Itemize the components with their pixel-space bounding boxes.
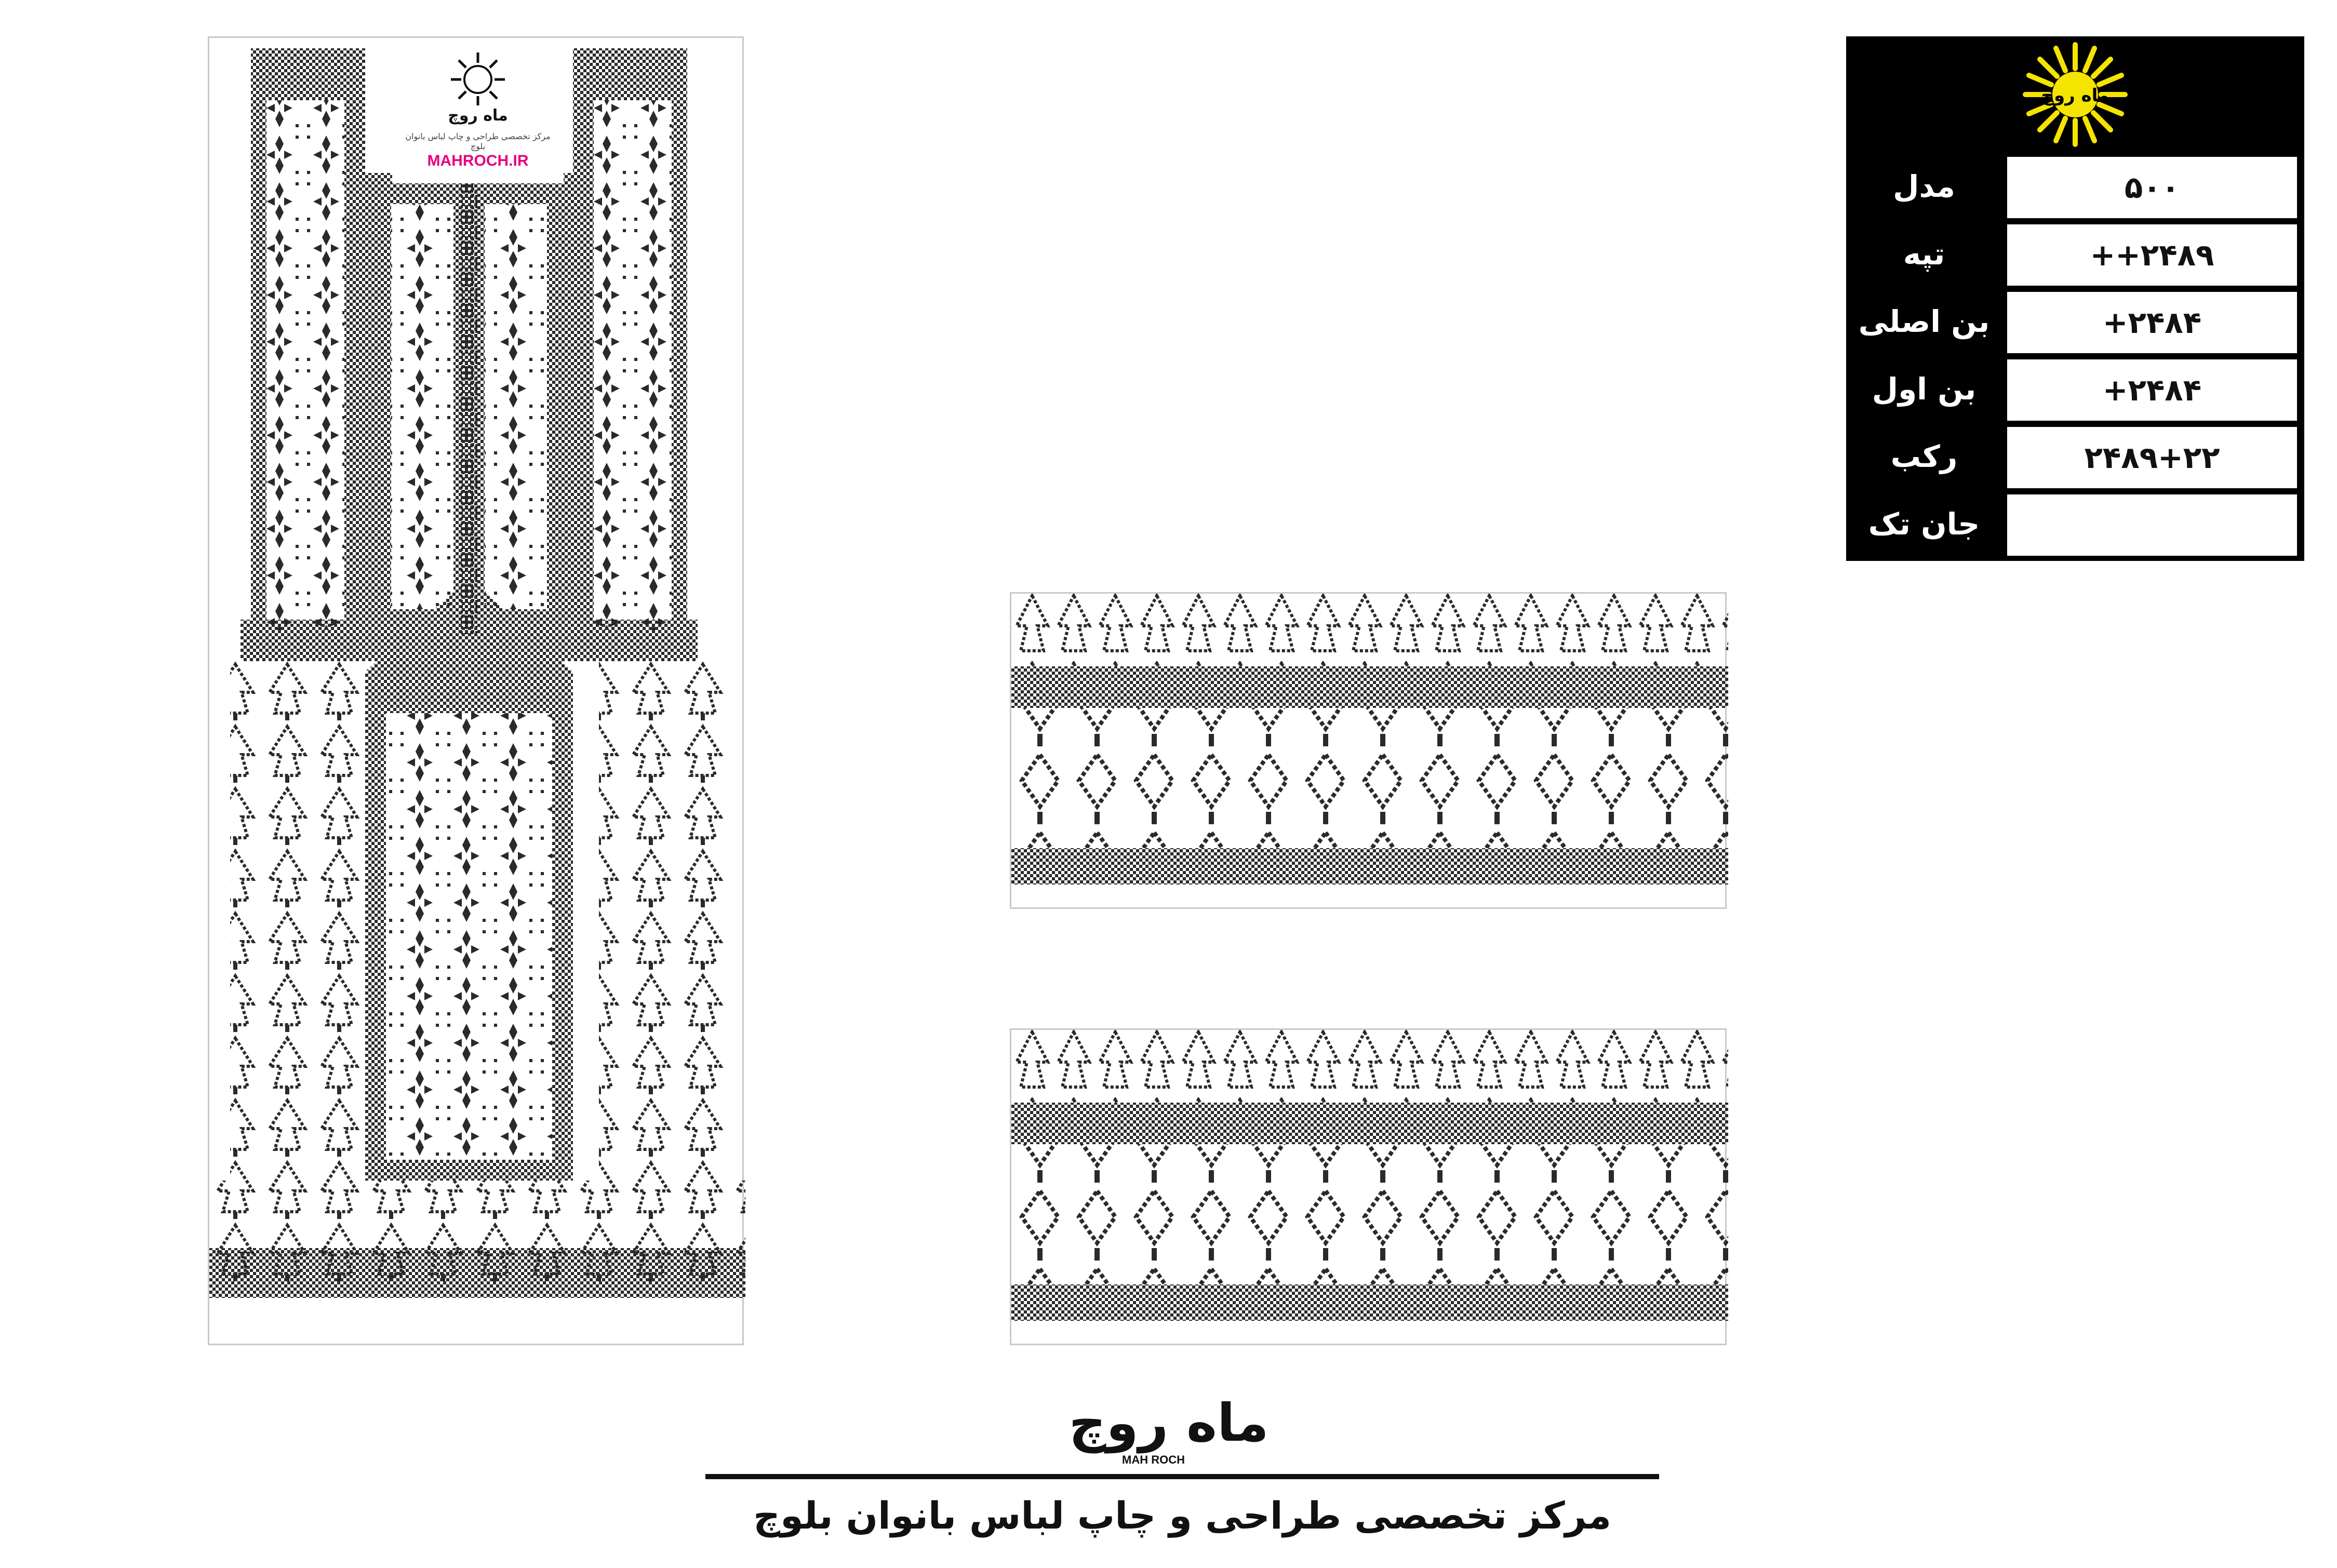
dress-front-panel: [208, 36, 744, 1345]
sun-logo-icon: [392, 48, 564, 105]
footer-brand: [1060, 1392, 1278, 1475]
info-value: ۵۰۰: [2007, 157, 2297, 218]
info-value: [2007, 494, 2297, 556]
info-table: [1846, 36, 2304, 561]
footer-brand-text: ماه روچ: [1069, 1392, 1269, 1453]
footer-divider: [705, 1474, 1659, 1479]
brand-sticker: [392, 48, 564, 183]
info-label: مدل: [1893, 169, 1955, 204]
info-value: ۲۴۸۴+: [2007, 292, 2297, 353]
info-value: ۲۴۸۹++: [2007, 224, 2297, 286]
info-row-first-base: [1846, 356, 2304, 425]
sticker-website: MAHROCH.IR: [427, 152, 529, 169]
info-label: تپه: [1903, 236, 1945, 272]
info-value: ۲۴۸۴+: [2007, 359, 2297, 421]
footer-tagline: مرکز تخصصی طراحی و چاپ لباس بانوان بلوچ: [753, 1494, 1611, 1537]
border-strip-top-pattern: [1011, 594, 1728, 910]
info-logo-text: ماه روچ: [2041, 85, 2109, 106]
info-label: بن اول: [1872, 371, 1977, 407]
center-pendant: [365, 578, 573, 1181]
border-strip-bottom: [1010, 1028, 1727, 1345]
border-strip-top: [1010, 592, 1727, 909]
footer-brand-latin: MAH ROCH: [1122, 1453, 1185, 1466]
side-motifs-left: [230, 661, 360, 1191]
info-label: بن اصلی: [1858, 304, 1990, 339]
info-row-model: [1846, 154, 2304, 222]
dress-front-pattern: [209, 38, 745, 1347]
info-row-jantak: [1846, 491, 2304, 560]
info-table-logo: [1846, 36, 2304, 151]
info-label: جان تک: [1868, 506, 1980, 542]
yoke-left: [251, 48, 365, 661]
yoke-right: [573, 48, 687, 661]
info-label: رکب: [1890, 439, 1958, 474]
hem-band: [209, 1248, 745, 1298]
info-row-main-base: [1846, 289, 2304, 357]
sticker-brand: ماه روچ: [448, 106, 508, 125]
info-row-tappeh: [1846, 221, 2304, 290]
yoke-center: [365, 173, 573, 635]
info-value: ۲۴۸۹+۲۲: [2007, 427, 2297, 488]
sticker-tagline: مرکز تخصصی طراحی و چاپ لباس بانوان بلوچ: [405, 131, 551, 151]
side-motifs-right: [599, 661, 729, 1191]
info-row-rekab: [1846, 424, 2304, 492]
border-strip-bottom-pattern: [1011, 1030, 1728, 1347]
